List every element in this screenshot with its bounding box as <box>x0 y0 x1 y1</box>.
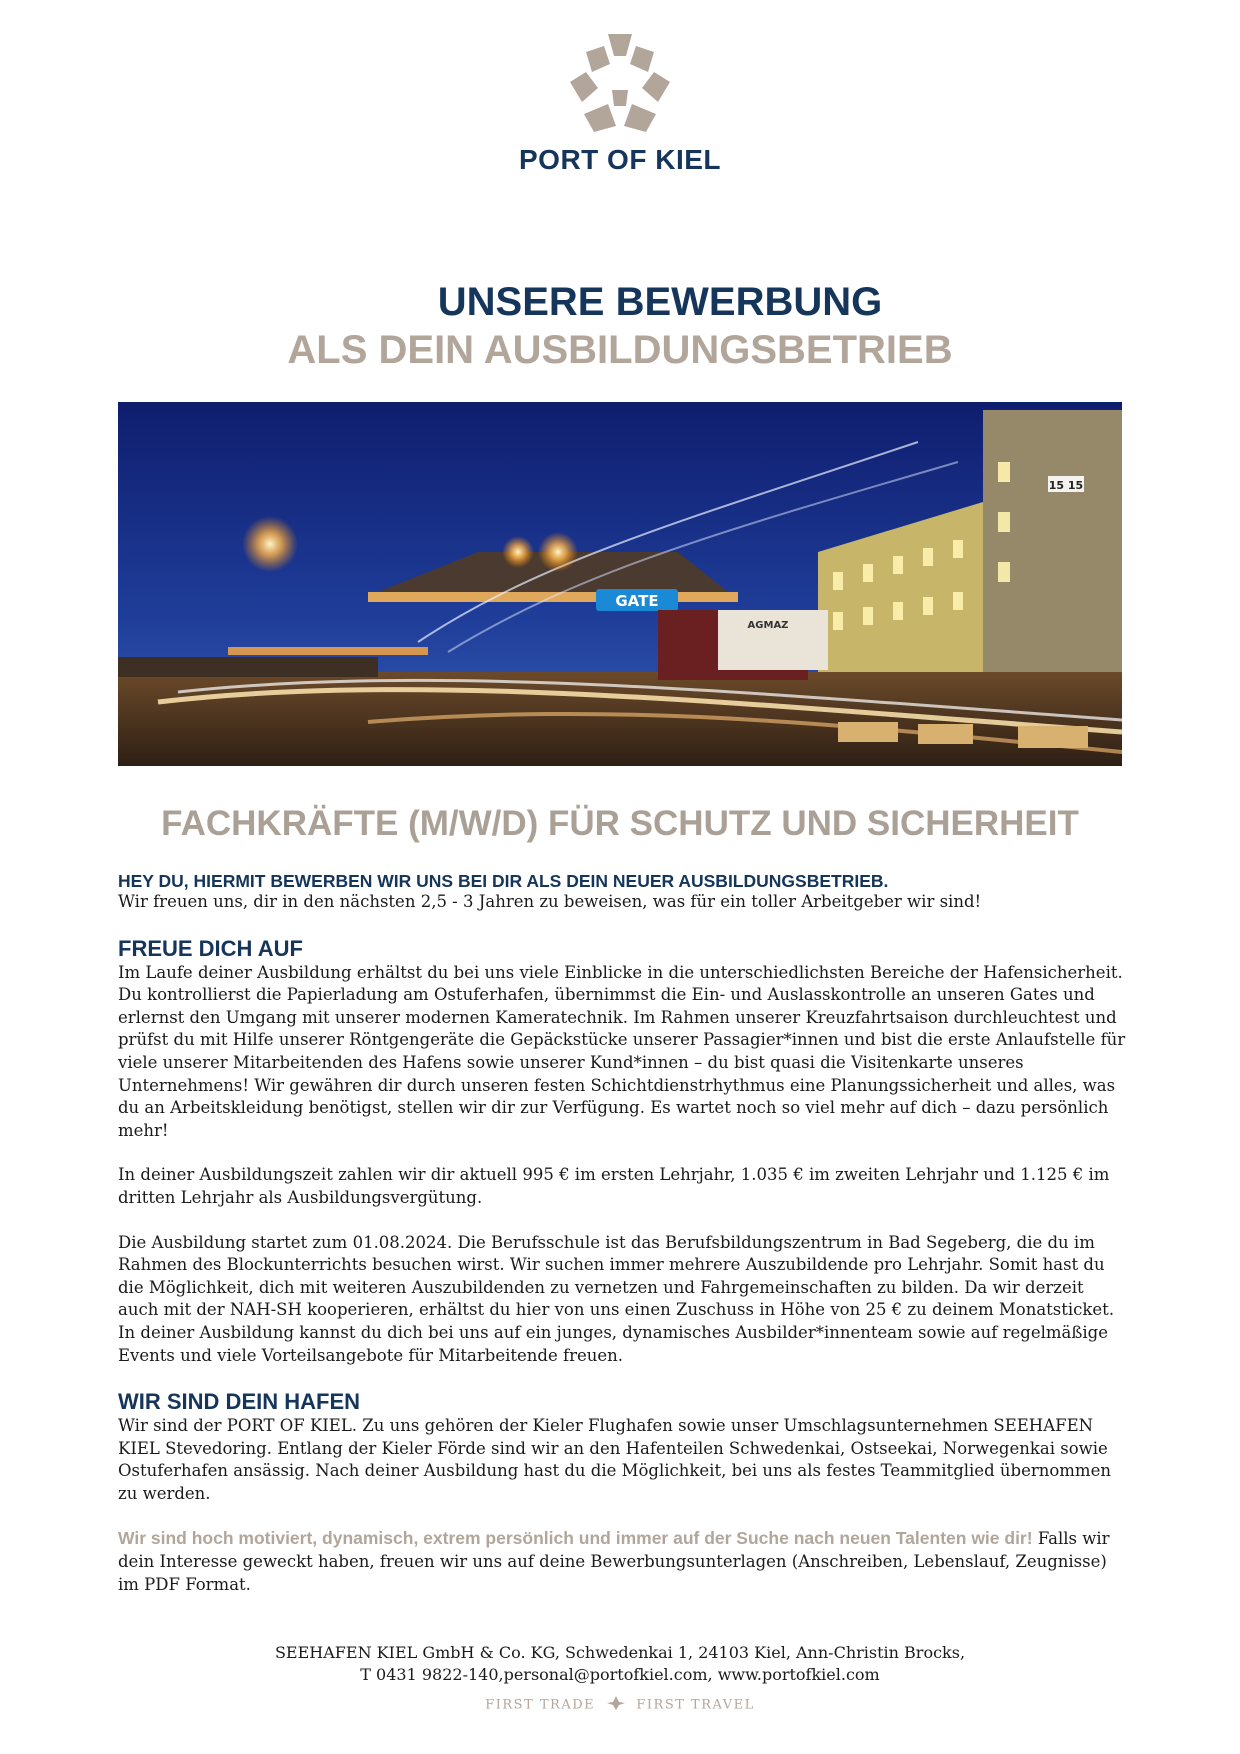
building-number: 15 15 <box>1048 479 1084 492</box>
port-of-kiel-logo <box>510 32 730 176</box>
headline-line2: ALS DEIN AUSBILDUNGSBETRIEB <box>287 328 953 372</box>
footer-tagline <box>0 1696 1240 1714</box>
closing-text: Falls wir dein Interesse geweckt haben, freuen wir uns auf deine Bewerbungsunterlagen (Anschreiben, Lebenslauf, Zeugnisse) im PDF Format. <box>118 1529 1110 1594</box>
headline-line1: UNSERE BEWERBUNG <box>437 280 883 324</box>
footer-address <box>0 1642 1240 1686</box>
hafen-heading: WIR SIND DEIN HAFEN <box>118 1389 360 1415</box>
freue-paragraph-2: In deiner Ausbildungszeit zahlen wir dir aktuell 995 € im ersten Lehrjahr, 1.035 € im zweiten Lehrjahr und 1.125 € im dritten Lehrjahr als Ausbildungsvergütung. <box>118 1165 1110 1207</box>
tagline-right: FIRST TRAVEL <box>636 1697 755 1713</box>
tagline-left: FIRST TRADE <box>485 1697 596 1713</box>
closing-paragraph <box>118 1527 1128 1596</box>
port-of-kiel-star-logo-icon <box>564 32 676 140</box>
closing-highlight: Wir sind hoch motiviert, dynamisch, extrem persönlich und immer auf der Suche nach neuen Talenten wie dir! <box>118 1528 1033 1549</box>
tagline-star-icon <box>607 1696 625 1714</box>
hero-photo-port-gate <box>118 402 1122 766</box>
intro-text: Wir freuen uns, dir in den nächsten 2,5 - 3 Jahren zu beweisen, was für ein toller Arbeitgeber wir sind! <box>118 892 982 911</box>
main-content <box>118 871 1128 1596</box>
logo-wordmark: PORT OF KIEL <box>519 144 721 175</box>
intro-lead: HEY DU, HIERMIT BEWERBEN WIR UNS BEI DIR ALS DEIN NEUER AUSBILDUNGSBETRIEB. <box>118 871 889 891</box>
truck-logo-text: AGMAZ <box>747 620 789 631</box>
freue-paragraph-3: Die Ausbildung startet zum 01.08.2024. Die Berufsschule ist das Berufsbildungszentrum in Bad Segeberg, die du im Rahmen des Blockunterrichts besuchen wirst. Wir suchen immer mehrere Auszubildende pro Lehrjahr. Somit hast du die Möglichkeit, dich mit weiteren Auszubildenden zu vernetzen und Fahrgemeinschaften zu bilden. Da wir derzeit auch mit der NAH-SH kooperieren, erhältst du hier von uns einen Zuschuss in Höhe von 25 € zu deinem Monatsticket. In deiner Ausbildung kannst du dich bei uns auf ein junges, dynamisches Ausbilder*innenteam sowie auf regelmäßige Events und viele Vorteilsangebote für Mitarbeitende freuen. <box>118 1232 1115 1365</box>
freue-heading: FREUE DICH AUF <box>118 935 303 961</box>
footer-line1: SEEHAFEN KIEL GmbH & Co. KG, Schwedenkai 1, 24103 Kiel, Ann-Christin Brocks, <box>274 1643 966 1662</box>
footer-line2: T 0431 9822-140,personal@portofkiel.com, www.portofkiel.com <box>360 1665 880 1684</box>
gate-sign-text: GATE <box>615 592 659 610</box>
hafen-paragraph: Wir sind der PORT OF KIEL. Zu uns gehören der Kieler Flughafen sowie unser Umschlagsunternehmen SEEHAFEN KIEL Stevedoring. Entlang der Kieler Förde sind wir an den Hafenteilen Schwedenkai, Ostseekai, Norwegenkai sowie Ostuferhafen ansässig. Nach deiner Ausbildung hast du die Möglichkeit, bei uns als festes Teammitglied übernommen zu werden. <box>118 1416 1111 1503</box>
freue-paragraph-1: Im Laufe deiner Ausbildung erhältst du bei uns viele Einblicke in die unterschiedlichsten Bereiche der Hafensicherheit. Du kontrollierst die Papierladung am Ostuferhafen, übernimmst die Ein- und Auslasskontrolle an unseren Gates und erlernst den Umgang mit unserer modernen Kameratechnik. Im Rahmen unserer Kreuzfahrtsaison durchleuchtest und prüfst du mit Hilfe unserer Röntgengeräte die Gepäckstücke unserer Passagier*innen und bist die erste Anlaufstelle für viele unserer Mitarbeitenden des Hafens sowie unserer Kund*innen – du bist quasi die Visitenkarte unseres Unternehmens! Wir gewähren dir durch unseren festen Schichtdienstrhythmus eine Planungssicherheit und alles, was du an Arbeitskleidung benötigst, stellen wir dir zur Verfügung. Es wartet noch so viel mehr auf dich – dazu persönlich mehr! <box>118 962 1126 1140</box>
section-title: FACHKRÄFTE (M/W/D) FÜR SCHUTZ UND SICHERHEIT <box>161 804 1079 843</box>
